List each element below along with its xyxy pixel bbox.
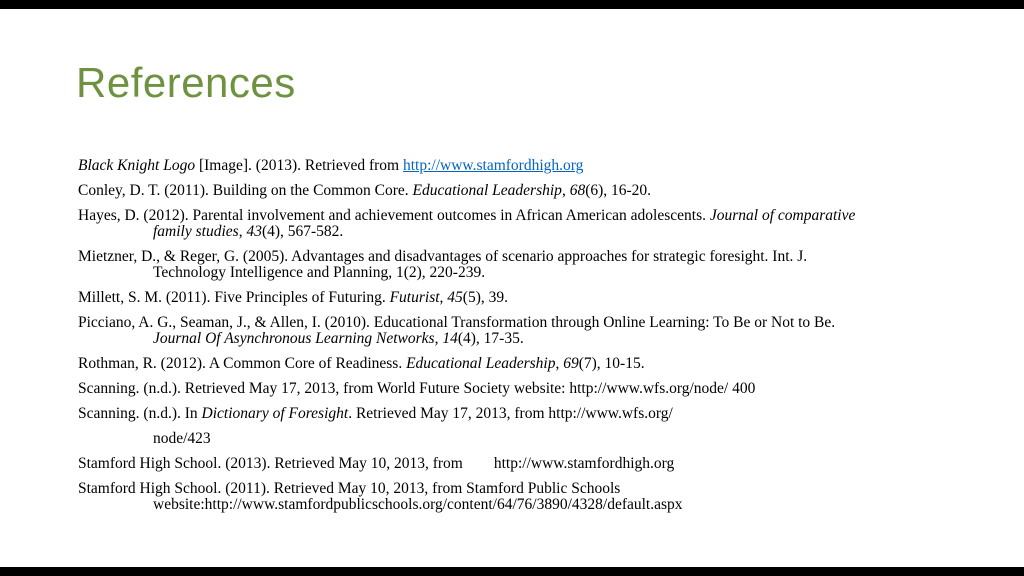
reference-text: (6), 16-20.	[585, 182, 652, 199]
letterbox-bottom	[0, 567, 1024, 576]
reference-text: Educational Leadership	[406, 355, 556, 372]
reference-line	[78, 249, 994, 265]
reference-text: node/423	[153, 430, 211, 447]
reference-text: (4), 567-582.	[261, 223, 344, 240]
reference-text: (5), 39.	[462, 289, 508, 306]
reference-text: website:http://www.stamfordpublicschools.org/content/64/76/3890/4328/default.aspx	[153, 496, 683, 513]
reference-line	[78, 224, 994, 240]
reference-line	[78, 381, 994, 397]
reference-text: Rothman, R. (2012). A Common Core of Readiness.	[78, 355, 407, 372]
reference-text: 43	[246, 223, 262, 240]
reference-text: 14	[442, 330, 458, 347]
reference-text: Scanning. (n.d.). In	[78, 405, 202, 422]
reference-item	[78, 183, 994, 199]
reference-line	[78, 481, 994, 497]
reference-item	[78, 208, 994, 240]
reference-text: Dictionary of Foresight	[201, 405, 349, 422]
reference-text: Hayes, D. (2012). Parental involvement and achievement outcomes in African American adolescents.	[78, 207, 710, 224]
page-title: References	[76, 59, 296, 106]
reference-text: Futurist	[389, 289, 440, 306]
reference-text: Conley, D. T. (2011). Building on the Common Core.	[78, 182, 413, 199]
reference-text: Educational Leadership	[412, 182, 562, 199]
reference-line	[78, 290, 994, 306]
reference-text: ,	[434, 330, 443, 347]
reference-line	[78, 356, 994, 372]
reference-text: Stamford High School. (2011). Retrieved May 10, 2013, from Stamford Public Schools	[78, 480, 621, 497]
reference-text: 68	[569, 182, 586, 199]
reference-item	[78, 381, 994, 397]
reference-line	[78, 497, 994, 513]
reference-line	[78, 158, 994, 174]
reference-item	[78, 315, 994, 347]
references-list	[78, 158, 994, 513]
reference-text: Millett, S. M. (2011). Five Principles of Futuring.	[78, 289, 390, 306]
reference-line	[78, 406, 994, 422]
reference-text: ,	[439, 289, 448, 306]
reference-item	[78, 290, 994, 306]
reference-text: Journal of comparative	[709, 207, 856, 224]
reference-line	[78, 208, 994, 224]
reference-text: Black Knight Logo	[78, 157, 196, 174]
reference-item	[78, 249, 994, 281]
reference-text: (4), 17-35.	[457, 330, 524, 347]
reference-hyperlink[interactable]: http://www.stamfordhigh.org	[403, 157, 584, 174]
reference-text: Journal Of Asynchronous Learning Networks	[153, 330, 435, 347]
reference-text: Picciano, A. G., Seaman, J., & Allen, I. (2010). Educational Transformation through Online Learning: To Be or Not to Be.	[78, 314, 836, 331]
reference-item	[78, 356, 994, 372]
reference-text: Technology Intelligence and Planning, 1(2), 220-239.	[153, 264, 486, 281]
reference-line	[78, 331, 994, 347]
reference-text: ,	[238, 223, 247, 240]
reference-text: [Image]. (2013). Retrieved from	[195, 157, 403, 174]
reference-text: 69	[563, 355, 579, 372]
reference-item	[78, 481, 994, 513]
reference-text: ,	[555, 355, 564, 372]
reference-text: 45	[447, 289, 463, 306]
reference-line	[78, 265, 994, 281]
slide	[0, 9, 1024, 567]
reference-line	[78, 183, 994, 199]
reference-line	[78, 456, 994, 472]
reference-text: ,	[561, 182, 570, 199]
reference-text: Mietzner, D., & Reger, G. (2005). Advantages and disadvantages of scenario approaches for strategic foresight. Int. J.	[78, 248, 808, 265]
reference-text: Stamford High School. (2013). Retrieved May 10, 2013, from http://www.stamfordhigh.org	[78, 455, 675, 472]
reference-item	[78, 456, 994, 472]
reference-text: family studies	[153, 223, 239, 240]
reference-text: . Retrieved May 17, 2013, from http://www.wfs.org/	[348, 405, 673, 422]
letterbox-top	[0, 0, 1024, 9]
reference-line	[78, 315, 994, 331]
reference-item	[78, 406, 994, 447]
reference-item	[78, 158, 994, 174]
reference-text: Scanning. (n.d.). Retrieved May 17, 2013, from World Future Society website: http://www.wfs.org/node/ 400	[78, 380, 756, 397]
reference-text: (7), 10-15.	[578, 355, 645, 372]
reference-line	[78, 431, 994, 447]
